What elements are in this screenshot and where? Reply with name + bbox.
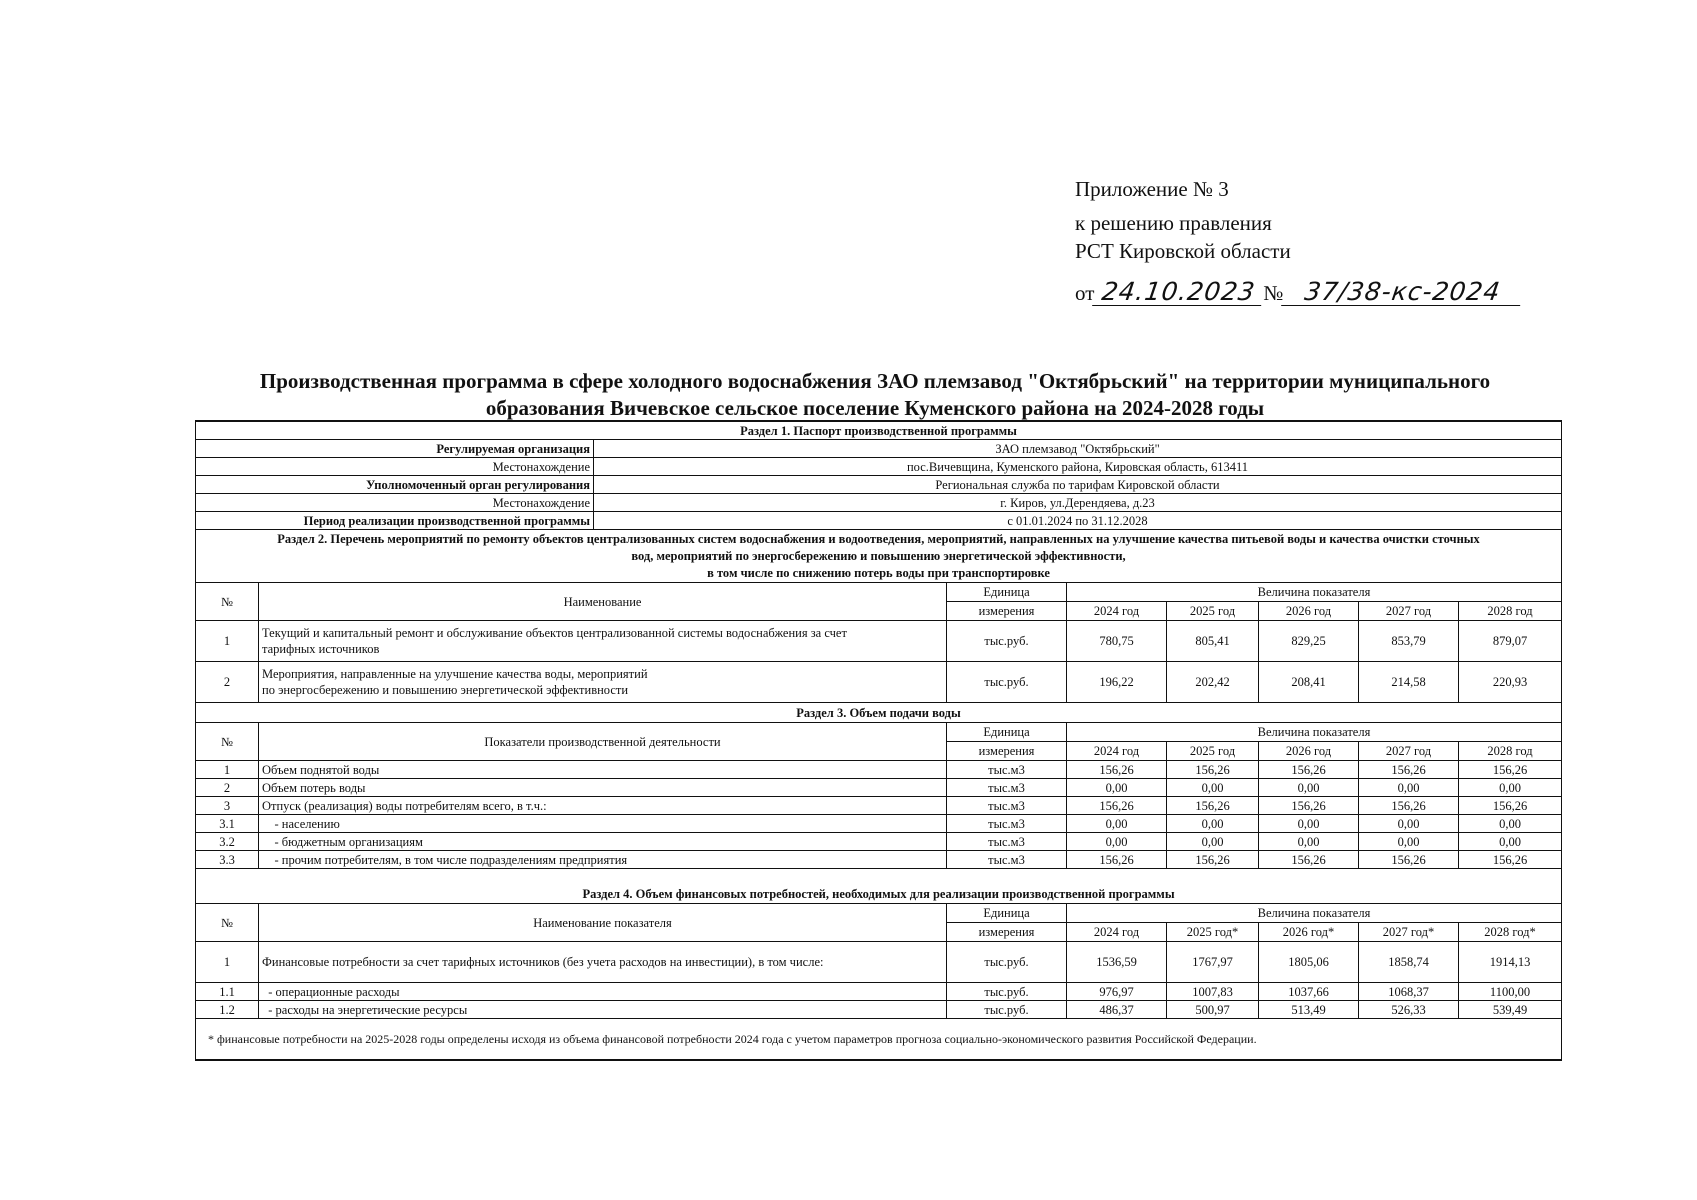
row-no: 2 xyxy=(196,662,259,703)
table-row xyxy=(196,662,1562,703)
row-value: 0,00 xyxy=(1459,779,1562,797)
header-year: 2026 год xyxy=(1259,742,1359,761)
row-value: 156,26 xyxy=(1459,851,1562,869)
passport-label: Местонахождение xyxy=(196,494,594,512)
row-value: 156,26 xyxy=(1259,851,1359,869)
passport-row xyxy=(196,458,1562,476)
row-value: 1007,83 xyxy=(1167,983,1259,1001)
row-no: 3.2 xyxy=(196,833,259,851)
section3-title: Раздел 3. Объем подачи воды xyxy=(196,703,1562,723)
row-value: 0,00 xyxy=(1359,833,1459,851)
passport-label: Период реализации производственной программы xyxy=(196,512,594,530)
row-name: Отпуск (реализация) воды потребителям всего, в т.ч.: xyxy=(259,797,947,815)
title-line-2: образования Вичевское сельское поселение Куменского района на 2024-2028 годы xyxy=(485,396,1265,420)
header-year: 2024 год xyxy=(1067,923,1167,942)
row-value: 1767,97 xyxy=(1167,942,1259,983)
appendix-authority-line: РСТ Кировской области xyxy=(1075,239,1291,263)
row-value: 500,97 xyxy=(1167,1001,1259,1019)
header-value: Величина показателя xyxy=(1067,583,1562,602)
header-unit-2: измерения xyxy=(947,742,1067,761)
row-name: Объем поднятой воды xyxy=(259,761,947,779)
header-name: Наименование показателя xyxy=(259,904,947,942)
row-value: 156,26 xyxy=(1459,761,1562,779)
row-unit: тыс.м3 xyxy=(947,833,1067,851)
row-value: 879,07 xyxy=(1459,621,1562,662)
row-no: 1.2 xyxy=(196,1001,259,1019)
row-no: 2 xyxy=(196,779,259,797)
row-unit: тыс.м3 xyxy=(947,761,1067,779)
row-value: 0,00 xyxy=(1459,815,1562,833)
row-no: 1 xyxy=(196,621,259,662)
header-unit-2: измерения xyxy=(947,923,1067,942)
row-unit: тыс.руб. xyxy=(947,621,1067,662)
header-year: 2024 год xyxy=(1067,602,1167,621)
header-unit: Единица xyxy=(947,583,1067,602)
section2-title-line-2: вод, мероприятий по энергосбережению и повышению энергетической эффективности, xyxy=(631,548,1126,563)
row-unit: тыс.руб. xyxy=(947,942,1067,983)
row-value: 486,37 xyxy=(1067,1001,1167,1019)
row-value: 1536,59 xyxy=(1067,942,1167,983)
header-year: 2028 год* xyxy=(1459,923,1562,942)
row-name xyxy=(259,621,947,662)
row-value: 0,00 xyxy=(1359,815,1459,833)
header-unit-2: измерения xyxy=(947,602,1067,621)
row-value: 1805,06 xyxy=(1259,942,1359,983)
row-value: 0,00 xyxy=(1259,779,1359,797)
row-value: 526,33 xyxy=(1359,1001,1459,1019)
table-row xyxy=(196,851,1562,869)
row-value: 156,26 xyxy=(1167,761,1259,779)
row-name-line-2: по энергосбережению и повышению энергетической эффективности xyxy=(262,683,629,697)
program-table xyxy=(195,420,1562,1061)
row-no: 1 xyxy=(196,761,259,779)
document-title xyxy=(195,368,1555,422)
table-row xyxy=(196,983,1562,1001)
header-year: 2028 год xyxy=(1459,742,1562,761)
row-unit: тыс.м3 xyxy=(947,851,1067,869)
row-name: - расходы на энергетические ресурсы xyxy=(259,1001,947,1019)
row-unit: тыс.м3 xyxy=(947,815,1067,833)
row-name: - бюджетным организациям xyxy=(259,833,947,851)
row-value: 0,00 xyxy=(1067,815,1167,833)
header-year: 2025 год xyxy=(1167,602,1259,621)
row-value: 196,22 xyxy=(1067,662,1167,703)
passport-row xyxy=(196,512,1562,530)
row-value: 0,00 xyxy=(1167,779,1259,797)
row-value: 220,93 xyxy=(1459,662,1562,703)
passport-row xyxy=(196,494,1562,512)
row-value: 0,00 xyxy=(1259,815,1359,833)
row-value: 1914,13 xyxy=(1459,942,1562,983)
header-year: 2025 год xyxy=(1167,742,1259,761)
row-value: 214,58 xyxy=(1359,662,1459,703)
row-value: 976,97 xyxy=(1067,983,1167,1001)
header-unit: Единица xyxy=(947,904,1067,923)
row-value: 0,00 xyxy=(1167,833,1259,851)
passport-label: Местонахождение xyxy=(196,458,594,476)
row-no: 1 xyxy=(196,942,259,983)
passport-value: пос.Вичевщина, Куменского района, Кировская область, 613411 xyxy=(594,458,1562,476)
row-no: 3.3 xyxy=(196,851,259,869)
section-spacer xyxy=(196,869,1562,885)
appendix-date-number-line xyxy=(1075,279,1522,307)
table-row xyxy=(196,833,1562,851)
header-unit: Единица xyxy=(947,723,1067,742)
table-row xyxy=(196,621,1562,662)
header-year: 2024 год xyxy=(1067,742,1167,761)
row-value: 156,26 xyxy=(1259,797,1359,815)
header-year: 2027 год xyxy=(1359,742,1459,761)
table-row xyxy=(196,797,1562,815)
row-value: 1100,00 xyxy=(1459,983,1562,1001)
header-year: 2025 год* xyxy=(1167,923,1259,942)
row-no: 3.1 xyxy=(196,815,259,833)
row-value: 1068,37 xyxy=(1359,983,1459,1001)
row-name: - прочим потребителям, в том числе подразделениям предприятия xyxy=(259,851,947,869)
row-value: 829,25 xyxy=(1259,621,1359,662)
row-unit: тыс.руб. xyxy=(947,1001,1067,1019)
row-unit: тыс.руб. xyxy=(947,983,1067,1001)
row-value: 0,00 xyxy=(1067,833,1167,851)
row-value: 156,26 xyxy=(1459,797,1562,815)
header-year: 2026 год xyxy=(1259,602,1359,621)
handwritten-date: 24.10.2023 xyxy=(1093,279,1266,306)
row-name-line-1: Мероприятия, направленные на улучшение качества воды, мероприятий xyxy=(262,667,648,681)
section2-title xyxy=(196,530,1562,583)
passport-label: Уполномоченный орган регулирования xyxy=(196,476,594,494)
header-no: № xyxy=(196,904,259,942)
passport-label: Регулируемая организация xyxy=(196,440,594,458)
section2-title-line-1: Раздел 2. Перечень мероприятий по ремонту объектов централизованных систем водоснабжения и водоотведения, мероприятий, направленных на улучшение качества питьевой воды и качества очистки сточных xyxy=(277,531,1480,546)
handwritten-number: 37/38-кс-2024 xyxy=(1282,279,1525,306)
row-value: 156,26 xyxy=(1259,761,1359,779)
passport-row xyxy=(196,476,1562,494)
row-value: 208,41 xyxy=(1259,662,1359,703)
row-no: 3 xyxy=(196,797,259,815)
row-value: 1858,74 xyxy=(1359,942,1459,983)
section2-title-line-3: в том числе по снижению потерь воды при транспортировке xyxy=(707,565,1050,580)
table-row xyxy=(196,1001,1562,1019)
title-line-1: Производственная программа в сфере холодного водоснабжения ЗАО племзавод "Октябрьский" на территории муниципального xyxy=(259,369,1491,393)
row-value: 202,42 xyxy=(1167,662,1259,703)
passport-value: ЗАО племзавод "Октябрьский" xyxy=(594,440,1562,458)
row-value: 156,26 xyxy=(1359,761,1459,779)
row-value: 156,26 xyxy=(1167,851,1259,869)
row-value: 513,49 xyxy=(1259,1001,1359,1019)
appendix-number: Приложение № 3 xyxy=(1075,177,1229,201)
header-year: 2027 год xyxy=(1359,602,1459,621)
appendix-block xyxy=(1075,175,1522,307)
header-name: Наименование xyxy=(259,583,947,621)
row-value: 539,49 xyxy=(1459,1001,1562,1019)
row-value: 1037,66 xyxy=(1259,983,1359,1001)
header-year: 2027 год* xyxy=(1359,923,1459,942)
row-value: 0,00 xyxy=(1359,779,1459,797)
row-value: 156,26 xyxy=(1167,797,1259,815)
row-no: 1.1 xyxy=(196,983,259,1001)
table-row xyxy=(196,815,1562,833)
row-value: 156,26 xyxy=(1359,797,1459,815)
header-year: 2026 год* xyxy=(1259,923,1359,942)
row-value: 156,26 xyxy=(1067,851,1167,869)
header-year: 2028 год xyxy=(1459,602,1562,621)
row-value: 853,79 xyxy=(1359,621,1459,662)
row-value: 156,26 xyxy=(1067,797,1167,815)
row-value: 780,75 xyxy=(1067,621,1167,662)
row-unit: тыс.м3 xyxy=(947,779,1067,797)
row-unit: тыс.м3 xyxy=(947,797,1067,815)
header-value: Величина показателя xyxy=(1067,904,1562,923)
header-no: № xyxy=(196,583,259,621)
row-name xyxy=(259,662,947,703)
row-value: 805,41 xyxy=(1167,621,1259,662)
row-value: 0,00 xyxy=(1167,815,1259,833)
passport-row xyxy=(196,440,1562,458)
table-row xyxy=(196,761,1562,779)
row-name: - операционные расходы xyxy=(259,983,947,1001)
row-unit: тыс.руб. xyxy=(947,662,1067,703)
header-value: Величина показателя xyxy=(1067,723,1562,742)
section1-title: Раздел 1. Паспорт производственной программы xyxy=(196,421,1562,440)
row-name: - населению xyxy=(259,815,947,833)
from-label: от xyxy=(1075,281,1095,305)
passport-value: г. Киров, ул.Дерендяева, д.23 xyxy=(594,494,1562,512)
header-no: № xyxy=(196,723,259,761)
header-name: Показатели производственной деятельности xyxy=(259,723,947,761)
row-value: 0,00 xyxy=(1067,779,1167,797)
table-row xyxy=(196,779,1562,797)
passport-value: Региональная служба по тарифам Кировской области xyxy=(594,476,1562,494)
section4-title: Раздел 4. Объем финансовых потребностей, необходимых для реализации производственной программы xyxy=(196,884,1562,904)
row-name-line-2: тарифных источников xyxy=(262,642,380,656)
number-label: № xyxy=(1263,281,1284,305)
row-name-line-1: Текущий и капитальный ремонт и обслуживание объектов централизованной системы водоснабжения за счет xyxy=(262,626,847,640)
row-value: 156,26 xyxy=(1067,761,1167,779)
row-value: 0,00 xyxy=(1259,833,1359,851)
passport-value: с 01.01.2024 по 31.12.2028 xyxy=(594,512,1562,530)
footnote: * финансовые потребности на 2025-2028 годы определены исходя из объема финансовой потребности 2024 года с учетом параметров прогноза социально-экономического развития Российской Федерации. xyxy=(196,1019,1562,1061)
appendix-decision-line: к решению правления xyxy=(1075,211,1272,235)
row-name: Объем потерь воды xyxy=(259,779,947,797)
row-value: 0,00 xyxy=(1459,833,1562,851)
row-value: 156,26 xyxy=(1359,851,1459,869)
table-row xyxy=(196,942,1562,983)
row-name: Финансовые потребности за счет тарифных источников (без учета расходов на инвестиции), в том числе: xyxy=(259,942,947,983)
